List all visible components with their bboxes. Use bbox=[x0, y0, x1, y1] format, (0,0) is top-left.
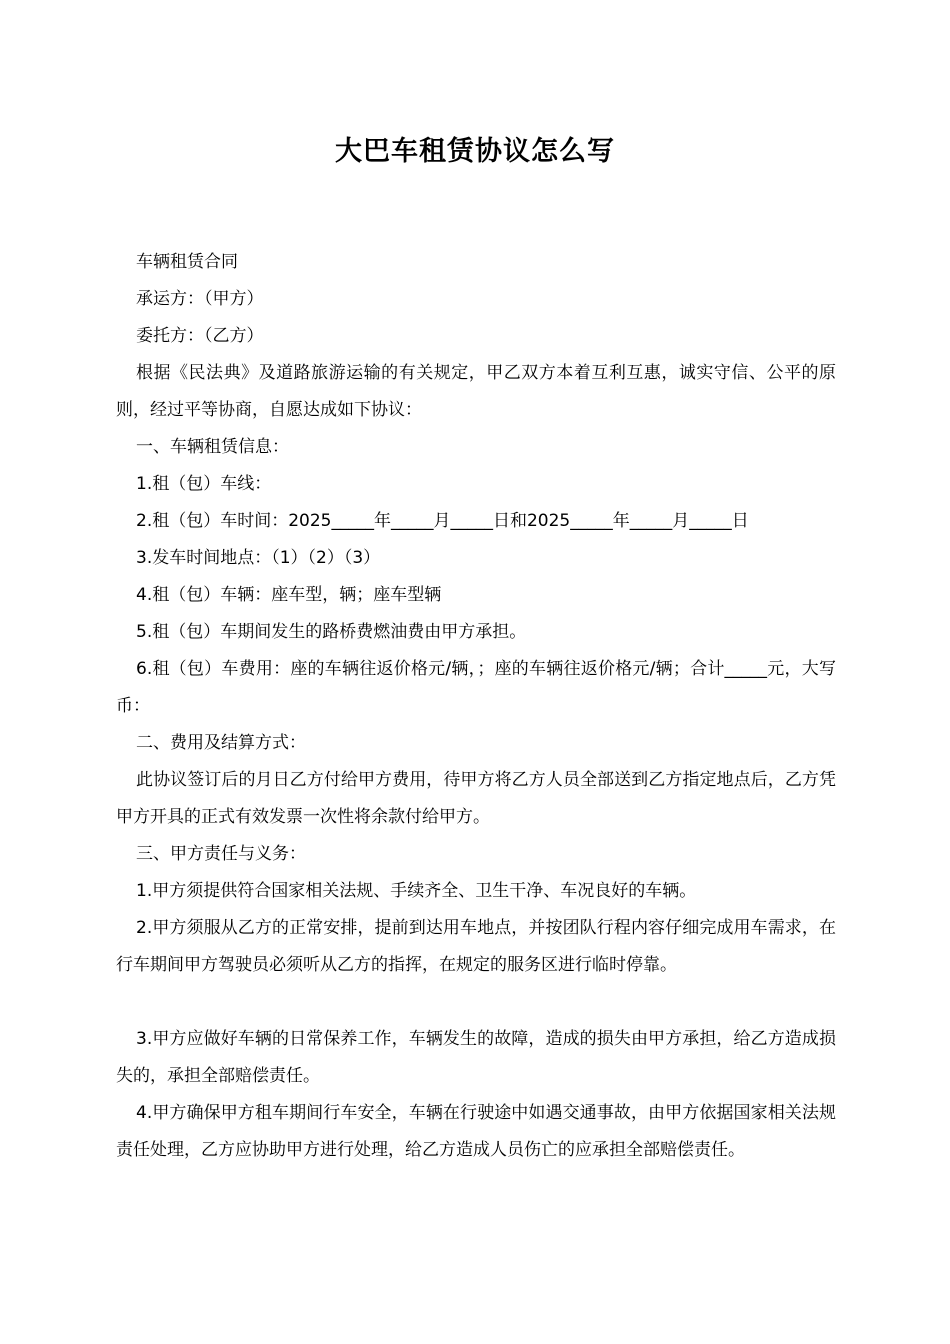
document-title: 大巴车租赁协议怎么写 bbox=[335, 136, 615, 167]
paragraph-client: 委托方：（乙方） bbox=[136, 326, 264, 346]
paragraph-payment: 此协议签订后的月日乙方付给甲方费用，待甲方将乙方人员全部送到乙方指定地点后，乙方凭甲方开具的正式有效发票一次性将余款付给甲方。 bbox=[116, 770, 836, 827]
paragraph-item: 6.租（包）车费用：座的车辆往返价格元/辆，；座的车辆往返价格元/辆；合计_____元，大写币： bbox=[116, 659, 836, 716]
paragraph-item: 1.租（包）车线： bbox=[136, 474, 272, 494]
paragraph-item: 4.租（包）车辆：座车型，辆；座车型辆 bbox=[136, 585, 442, 605]
paragraph-item: 3.发车时间地点：（1）（2）（3） bbox=[136, 548, 381, 568]
paragraph-preamble: 根据《民法典》及道路旅游运输的有关规定，甲乙双方本着互利互惠，诚实守信、公平的原则，经过平等协商，自愿达成如下协议： bbox=[116, 363, 836, 420]
paragraph-item: 2.租（包）车时间：2025_____年_____月_____日和2025_____年_____月_____日 bbox=[136, 511, 749, 531]
paragraph-item: 2.甲方须服从乙方的正常安排，提前到达用车地点，并按团队行程内容仔细完成用车需求，在行车期间甲方驾驶员必须听从乙方的指挥，在规定的服务区进行临时停靠。 bbox=[116, 918, 836, 975]
section-heading-payment: 二、费用及结算方式： bbox=[136, 733, 306, 753]
section-heading-rental-info: 一、车辆租赁信息： bbox=[136, 437, 289, 457]
blank-line bbox=[116, 984, 836, 1021]
paragraph-carrier: 承运方：（甲方） bbox=[136, 289, 264, 309]
paragraph-item: 4.甲方确保甲方租车期间行车安全，车辆在行驶途中如遇交通事故，由甲方依据国家相关法规责任处理，乙方应协助甲方进行处理，给乙方造成人员伤亡的应承担全部赔偿责任。 bbox=[116, 1103, 836, 1160]
section-heading-party-a-duties: 三、甲方责任与义务： bbox=[136, 844, 306, 864]
paragraph-item: 3.甲方应做好车辆的日常保养工作，车辆发生的故障，造成的损失由甲方承担，给乙方造成损失的，承担全部赔偿责任。 bbox=[116, 1029, 836, 1086]
document-body bbox=[116, 244, 836, 1169]
paragraph-item: 5.租（包）车期间发生的路桥费燃油费由甲方承担。 bbox=[136, 622, 527, 642]
paragraph-contract-heading: 车辆租赁合同 bbox=[136, 252, 238, 272]
paragraph-item: 1.甲方须提供符合国家相关法规、手续齐全、卫生干净、车况良好的车辆。 bbox=[136, 881, 697, 901]
